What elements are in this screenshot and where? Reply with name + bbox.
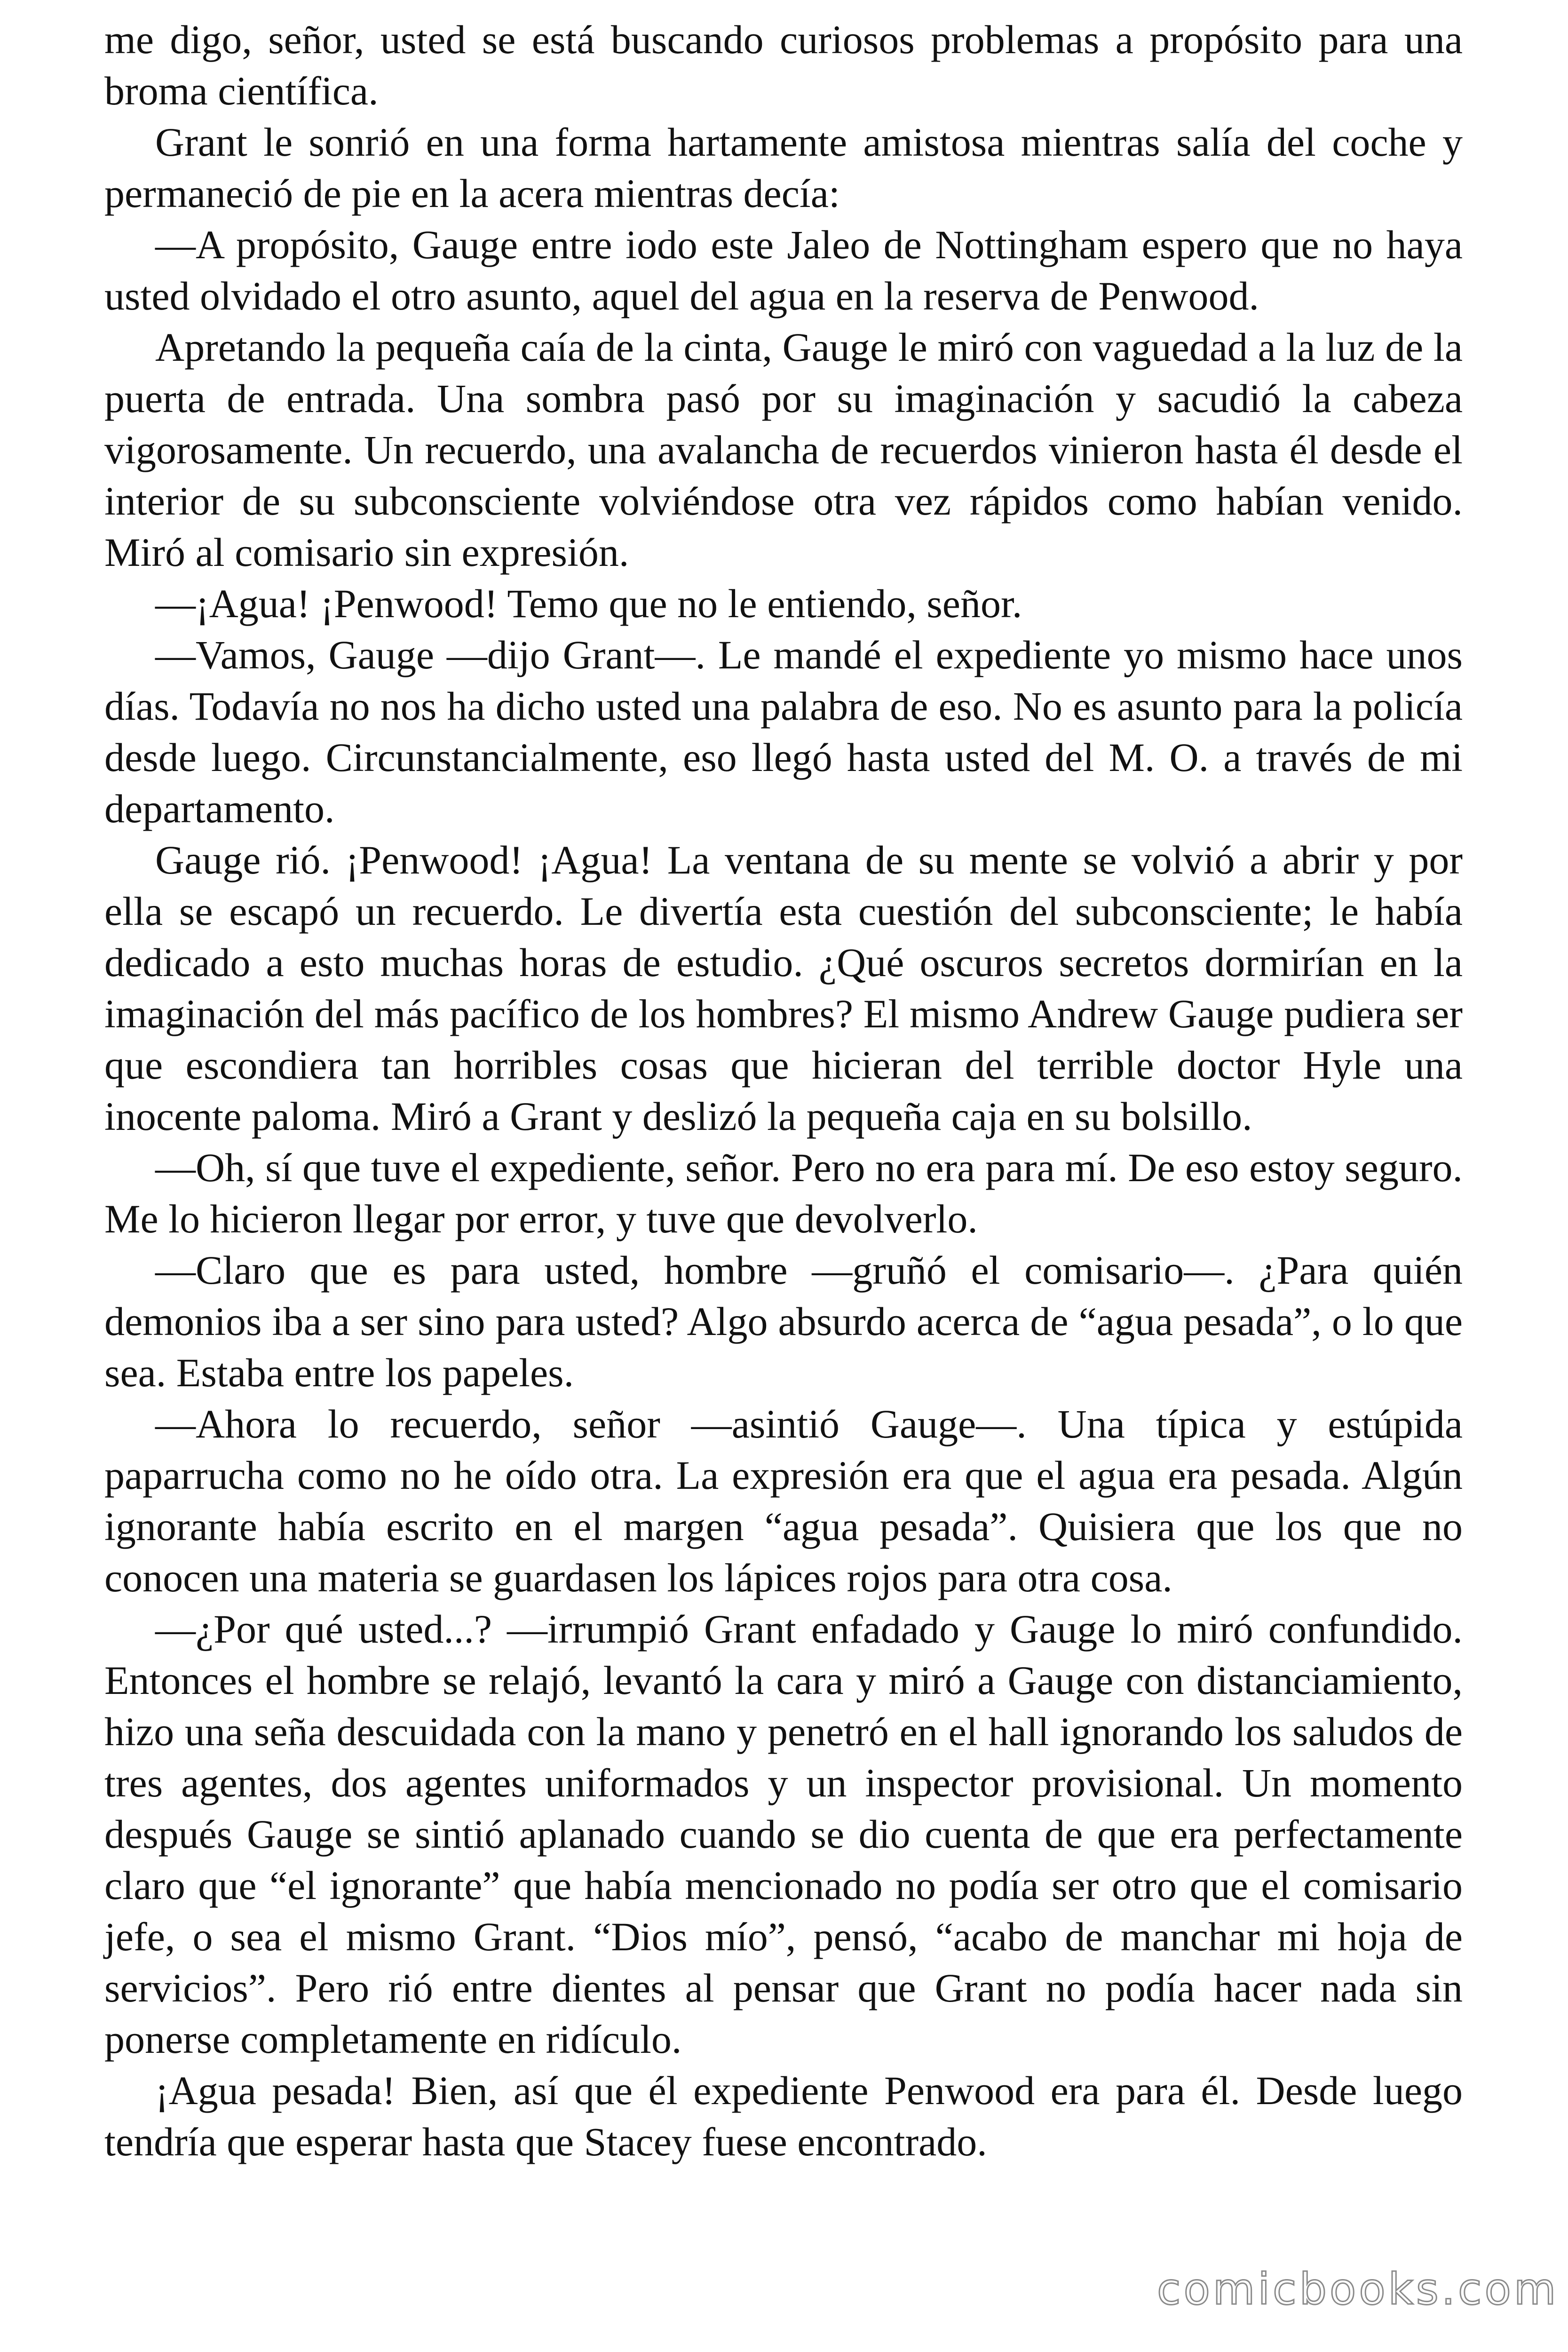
paragraph-2: Grant le sonrió en una forma hartamente amistosa mientras salía del coche y permaneció de pie en la acera mientras decía: — [104, 119, 1463, 216]
paragraph-12: ¡Agua pesada! Bien, así que él expediente Penwood era para él. Desde luego tendría que esperar hasta que Stacey fuese encontrado. — [104, 2068, 1463, 2164]
paragraph-1: me digo, señor, usted se está buscando curiosos problemas a propósito para una broma científica. — [104, 17, 1463, 113]
paragraph-3: —A propósito, Gauge entre iodo este Jaleo de Nottingham espero que no haya usted olvidado el otro asunto, aquel del agua en la reserva de Penwood. — [104, 222, 1463, 318]
paragraph-9: —Claro que es para usted, hombre —gruñó el comisario—. ¿Para quién demonios iba a ser sino para usted? Algo absurdo acerca de “agua pesada”, o lo que sea. Estaba entre los papeles. — [104, 1248, 1463, 1395]
paragraph-4: Apretando la pequeña caía de la cinta, Gauge le miró con vaguedad a la luz de la puerta de entrada. Una sombra pasó por su imaginación y sacudió la cabeza vigorosamente. Un recuerdo, una avalancha de recuerdos vinieron hasta él desde el interior de su subconsciente volviéndose otra vez rápidos como habían venido. Miró al comisario sin expresión. — [104, 325, 1463, 575]
watermark-text: comicbooks.com — [1157, 2264, 1559, 2314]
paragraph-10: —Ahora lo recuerdo, señor —asintió Gauge—. Una típica y estúpida paparrucha como no he oído otra. La expresión era que el agua era pesada. Algún ignorante había escrito en el margen “agua pesada”. Quisiera que los que no conocen una materia se guardasen los lápices rojos para otra cosa. — [104, 1401, 1463, 1600]
paragraph-6: —Vamos, Gauge —dijo Grant—. Le mandé el expediente yo mismo hace unos días. Todavía no nos ha dicho usted una palabra de eso. No es asunto para la policía desde luego. Circunstancialmente, eso llegó hasta usted del M. O. a través de mi departamento. — [104, 632, 1463, 831]
page-body — [104, 14, 1463, 2168]
paragraph-11: —¿Por qué usted...? —irrumpió Grant enfadado y Gauge lo miró confundido. Entonces el hombre se relajó, levantó la cara y miró a Gauge con distanciamiento, hizo una seña descuidada con la mano y penetró en el hall ignorando los saludos de tres agentes, dos agentes uniformados y un inspector provisional. Un momento después Gauge se sintió aplanado cuando se dio cuenta de que era perfectamente claro que “el ignorante” que había mencionado no podía ser otro que el comisario jefe, o sea el mismo Grant. “Dios mío”, pensó, “acabo de manchar mi hoja de servicios”. Pero rió entre dientes al pensar que Grant no podía hacer nada sin ponerse completamente en ridículo. — [104, 1606, 1463, 2062]
paragraph-7: Gauge rió. ¡Penwood! ¡Agua! La ventana de su mente se volvió a abrir y por ella se escapó un recuerdo. Le divertía esta cuestión del subconsciente; le había dedicado a esto muchas horas de estudio. ¿Qué oscuros secretos dormirían en la imaginación del más pacífico de los hombres? El mismo Andrew Gauge pudiera ser que escondiera tan horribles cosas que hicieran del terrible doctor Hyle una inocente paloma. Miró a Grant y deslizó la pequeña caja en su bolsillo. — [104, 837, 1463, 1139]
paragraph-5: —¡Agua! ¡Penwood! Temo que no le entiendo, señor. — [155, 581, 1022, 626]
paragraph-8: —Oh, sí que tuve el expediente, señor. Pero no era para mí. De eso estoy seguro. Me lo hicieron llegar por error, y tuve que devolverlo. — [104, 1145, 1463, 1241]
